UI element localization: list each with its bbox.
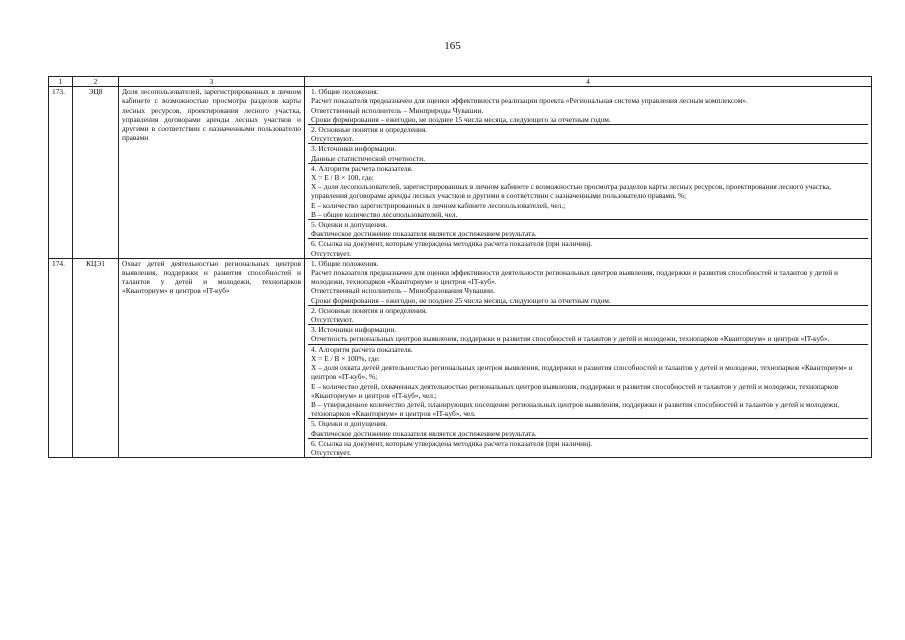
section-heading: 5. Оценки и допущения. <box>311 419 388 429</box>
row-number: 173. <box>49 87 73 259</box>
section-text: Отсутствует. <box>311 447 352 457</box>
indicator-description: Охват детей деятельностью региональных центров выявления, поддержки и развития способностей и талантов у детей и молодежи, технопарков «Кванториум» и центров «IT-куб» <box>119 258 305 457</box>
methodology-section <box>308 125 868 144</box>
column-header-2: 2 <box>73 77 119 87</box>
methodology-section <box>308 220 868 239</box>
methodology-section <box>308 259 868 306</box>
indicator-table <box>48 76 872 458</box>
section-text: Расчет показателя предназначен для оценки эффективности деятельности региональных центров выявления, поддержки и развития способностей и талантов у детей и молодежи, технопарков «Кванториум» и центров «IT-куб». <box>311 268 838 287</box>
methodology-section <box>308 419 868 438</box>
section-text: E – количество детей, охваченных деятельностью региональных центров выявления, поддержки и развития способностей и талантов у детей и молодежи, технопарков «Кванториум» и центров «IT-куб», чел.; <box>311 381 839 400</box>
section-text: Отсутствуют. <box>311 315 354 325</box>
section-text: X = E / B × 100, где: <box>311 173 374 183</box>
section-text: Фактическое достижение показателя является достижением результата. <box>311 229 537 239</box>
section-text: Сроки формирования – ежегодно, не позднее 25 числа месяца, следующего за отчетным годом. <box>311 295 611 305</box>
row-number: 174. <box>49 258 73 457</box>
section-heading: 2. Основные понятия и определения. <box>311 305 428 315</box>
section-heading: 2. Основные понятия и определения. <box>311 125 428 135</box>
table-header-row <box>49 77 872 87</box>
section-heading: 6. Ссылка на документ, которым утверждена методика расчета показателя (при наличии). <box>311 239 593 249</box>
section-text: Отчетность региональных центров выявления, поддержки и развития способностей и талантов у детей и молодежи, технопарков «Кванториум» и центров «IT-куб». <box>311 334 830 344</box>
section-text: X – доля охвата детей деятельностью региональных центров выявления, поддержки и развития способностей и талантов у детей и молодежи, технопарков «Кванториум» и центров «IT-куб», %; <box>311 363 853 382</box>
table-body <box>49 87 872 458</box>
section-text: X – доля лесопользователей, зарегистрированных в личном кабинете с возможностью просмотра разделов карты лесных ресурсов, проектирования лесного участка, управления договорами аренды лесных участков и другими в соответствии с назначенными пользователю правами, %; <box>311 182 831 201</box>
section-text: B – общее количество лесопользователей, чел. <box>311 209 458 219</box>
column-header-3: 3 <box>119 77 305 87</box>
methodology-section <box>308 345 868 420</box>
section-text: Ответственный исполнитель – Минобразования Чувашии. <box>311 286 495 296</box>
section-text: Расчет показателя предназначен для оценки эффективности реализации проекта «Региональная система управления лесным комплексом». <box>311 96 748 106</box>
column-header-4: 4 <box>305 77 872 87</box>
indicator-description: Доля лесопользователей, зарегистрированных в личном кабинете с возможностью просмотра разделов карты лесных ресурсов, проектирования лесного участка, управления договорами аренды лесных участков и другими в соответствии с назначенными пользователю правами <box>119 87 305 259</box>
methodology-section <box>308 144 868 163</box>
section-heading: 6. Ссылка на документ, которым утверждена методика расчета показателя (при наличии). <box>311 438 593 448</box>
methodology-cell <box>305 258 872 457</box>
section-text: Фактическое достижение показателя является достижением результата. <box>311 428 537 438</box>
section-heading: 4. Алгоритм расчета показателя. <box>311 344 413 354</box>
methodology-section <box>308 87 868 125</box>
section-heading: 1. Общие положения. <box>311 87 379 97</box>
table-row <box>49 258 872 457</box>
methodology-section <box>308 164 868 220</box>
section-text: E – количество зарегистрированных в личном кабинете лесопользователей, чел.; <box>311 200 566 210</box>
section-text: Отсутствуют. <box>311 134 354 144</box>
section-heading: 3. Источники информации. <box>311 325 397 335</box>
indicator-code: ЭЦ8 <box>73 87 119 259</box>
section-heading: 3. Источники информации. <box>311 144 397 154</box>
section-text: Отсутствует. <box>311 248 352 258</box>
section-text: X = E / B × 100%, где: <box>311 353 380 363</box>
section-heading: 5. Оценки и допущения. <box>311 220 388 230</box>
methodology-cell <box>305 87 872 259</box>
section-heading: 4. Алгоритм расчета показателя. <box>311 163 413 173</box>
section-heading: 1. Общие положения. <box>311 258 379 268</box>
methodology-section <box>308 325 868 344</box>
table-row <box>49 87 872 259</box>
section-text: Ответственный исполнитель – Минприроды Чувашии. <box>311 105 484 115</box>
methodology-section <box>308 439 868 457</box>
methodology-section <box>308 306 868 325</box>
section-text: Сроки формирования – ежегодно, не позднее 15 числа месяца, следующего за отчетным годом. <box>311 114 611 124</box>
page-number: 165 <box>444 40 461 52</box>
methodology-section <box>308 239 868 257</box>
section-text: B – утвержденное количество детей, планирующих посещение региональных центров выявления, поддержки и развития способностей и талантов у детей и молодежи, технопарков «Кванториум» и центров «IT-куб», чел. <box>311 399 840 419</box>
column-header-1: 1 <box>49 77 73 87</box>
indicator-code: КЦЭ1 <box>73 258 119 457</box>
section-text: Данные статистической отчетности. <box>311 153 426 163</box>
